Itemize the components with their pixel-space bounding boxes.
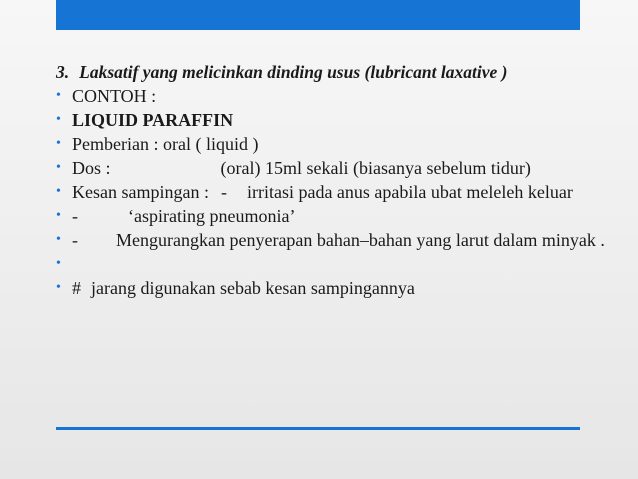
bullet-list [56,84,626,300]
list-item [56,228,626,252]
bullet-dot-icon: • [56,112,61,127]
list-item [56,276,626,300]
kesan-label: Kesan sampingan : [72,182,209,202]
bullet-dot-icon: • [56,160,61,175]
list-item [56,108,626,132]
list-item [56,204,626,228]
bullet-dot-icon: • [56,88,61,103]
kesan-value: irritasi pada anus apabila ubat meleleh keluar [246,182,573,202]
aspirating-text: ‘aspirating pneumonia’ [128,206,296,226]
top-accent-bar [56,0,580,30]
dos-label: Dos : [72,158,111,178]
bullet-dot-icon: • [56,256,61,271]
mengurangkan-text: Mengurangkan penyerapan bahan–bahan yang larut dalam minyak . [116,230,605,250]
heading-number: 3. [56,62,70,82]
pemberian-text: Pemberian : oral ( liquid ) [72,134,259,154]
list-item [56,180,626,204]
bullet-dot-icon: • [56,208,61,223]
note-hash: # [72,278,81,298]
bullet-dot-icon: • [56,280,61,295]
mengurangkan-dash: - [72,230,78,250]
liquid-paraffin-label: LIQUID PARAFFIN [72,110,234,130]
dos-value: (oral) 15ml sekali (biasanya sebelum tidur) [220,158,531,178]
list-item [56,252,626,276]
heading-text: Laksatif yang melicinkan dinding usus (lubricant laxative ) [79,62,508,82]
bullet-dot-icon: • [56,184,61,199]
contoh-label: CONTOH : [72,86,157,106]
list-item [56,156,626,180]
bottom-accent-rule [56,427,580,430]
kesan-dash: - [220,182,227,202]
section-heading [56,60,626,84]
list-item [56,132,626,156]
aspirating-dash: - [72,206,78,226]
bullet-dot-icon: • [56,136,61,151]
bullet-dot-icon: • [56,232,61,247]
list-item [56,84,626,108]
note-text: jarang digunakan sebab kesan sampingannya [91,278,415,298]
slide-content [56,60,626,300]
